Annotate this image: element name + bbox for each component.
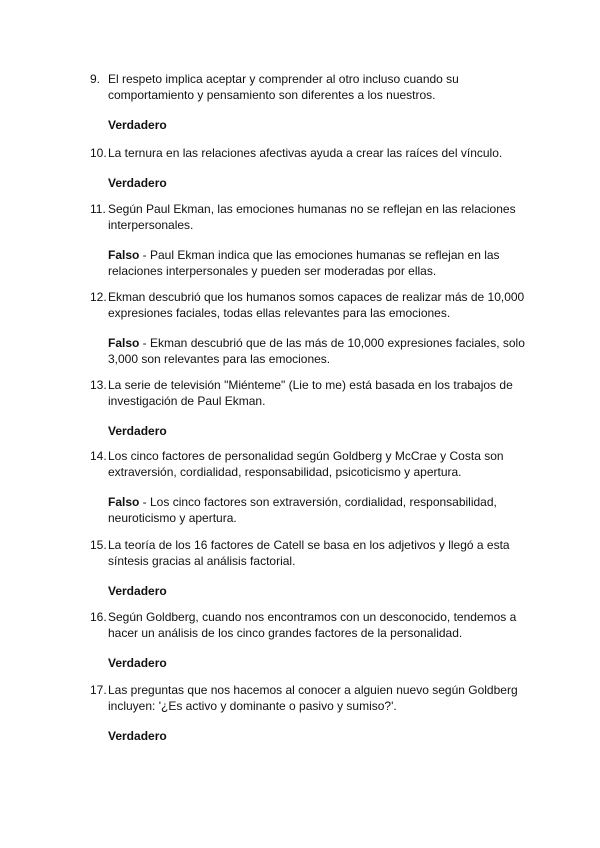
question-text: Según Goldberg, cuando nos encontramos con un desconocido, tendemos a hacer un análisis de los cinco grandes factores de la personalidad. xyxy=(108,610,517,640)
question-item-10 xyxy=(90,145,530,191)
question-item-17 xyxy=(90,682,530,744)
question-text: La serie de televisión "Miénteme" (Lie to me) está basada en los trabajos de investigación de Paul Ekman. xyxy=(108,378,513,408)
question-number: 15. xyxy=(90,538,107,552)
question-item-14 xyxy=(90,448,530,526)
question-item-12 xyxy=(90,289,530,367)
question-number: 14. xyxy=(90,449,107,463)
answer-verdict: Verdadero xyxy=(108,424,167,438)
question-text: Los cinco factores de personalidad según Goldberg y McCrae y Costa son extraversión, cordialidad, responsabilidad, psicoticismo y apertura. xyxy=(108,449,504,479)
question-number: 11. xyxy=(90,202,106,216)
question-number: 9. xyxy=(90,72,101,86)
answer-verdict: Verdadero xyxy=(108,176,167,190)
answer-verdict: Verdadero xyxy=(108,656,167,670)
answer xyxy=(108,247,530,279)
answer-explanation: - Los cinco factores son extraversión, cordialidad, responsabilidad, neuroticismo y apertura. xyxy=(108,495,497,525)
question-item-11 xyxy=(90,201,530,279)
answer-verdict: Falso xyxy=(108,248,140,262)
answer xyxy=(108,655,530,671)
answer-verdict: Falso xyxy=(108,336,140,350)
question-statement xyxy=(90,289,530,321)
question-statement xyxy=(90,448,530,480)
answer-verdict: Falso xyxy=(108,495,140,509)
answer-explanation: - Paul Ekman indica que las emociones humanas se reflejan en las relaciones interpersonales y pueden ser moderadas por ellas. xyxy=(108,248,500,278)
question-statement xyxy=(90,201,530,233)
answer-explanation: - Ekman descubrió que de las más de 10,000 expresiones faciales, solo 3,000 son relevantes para las emociones. xyxy=(108,336,525,366)
question-number: 17. xyxy=(90,683,107,697)
question-item-16 xyxy=(90,609,530,671)
question-number: 13. xyxy=(90,378,107,392)
question-statement xyxy=(90,71,530,103)
question-text: Ekman descubrió que los humanos somos capaces de realizar más de 10,000 expresiones faciales, todas ellas relevantes para las emociones. xyxy=(108,290,525,320)
answer xyxy=(108,583,530,599)
question-text: Las preguntas que nos hacemos al conocer a alguien nuevo según Goldberg incluyen: '¿Es activo y dominante o pasivo y sumiso?'. xyxy=(108,683,518,713)
answer xyxy=(108,175,530,191)
question-text: La teoría de los 16 factores de Catell se basa en los adjetivos y llegó a esta síntesis gracias al análisis factorial. xyxy=(108,538,510,568)
answer-verdict: Verdadero xyxy=(108,584,167,598)
answer-verdict: Verdadero xyxy=(108,729,167,743)
question-statement xyxy=(90,609,530,641)
answer xyxy=(108,728,530,744)
answer xyxy=(108,117,530,133)
question-text: La ternura en las relaciones afectivas ayuda a crear las raíces del vínculo. xyxy=(108,146,503,160)
question-item-13 xyxy=(90,377,530,439)
question-statement xyxy=(90,682,530,714)
question-item-9 xyxy=(90,71,530,133)
question-item-15 xyxy=(90,537,530,599)
answer xyxy=(108,423,530,439)
question-number: 10. xyxy=(90,146,107,160)
question-statement xyxy=(90,537,530,569)
question-text: Según Paul Ekman, las emociones humanas no se reflejan en las relaciones interpersonales. xyxy=(108,202,516,232)
question-text: El respeto implica aceptar y comprender al otro incluso cuando su comportamiento y pensamiento son diferentes a los nuestros. xyxy=(108,72,459,102)
question-number: 12. xyxy=(90,290,107,304)
question-number: 16. xyxy=(90,610,107,624)
answer xyxy=(108,335,530,367)
answer-verdict: Verdadero xyxy=(108,118,167,132)
answer xyxy=(108,494,530,526)
question-statement xyxy=(90,377,530,409)
question-statement xyxy=(90,145,530,161)
